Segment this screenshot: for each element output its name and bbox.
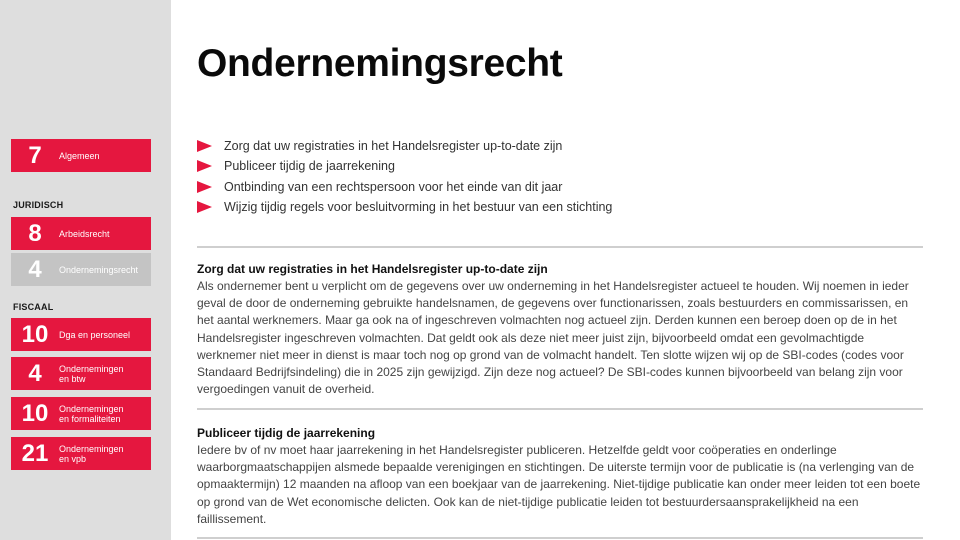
section-heading: Zorg dat uw registraties in het Handelsregister up-to-date zijn: [197, 262, 548, 276]
divider: [197, 537, 923, 539]
nav-number: 10: [21, 320, 49, 348]
summary-bullet-list: [197, 136, 612, 217]
nav-label: Ondernemingen en vpb: [59, 443, 124, 464]
nav-label: Ondernemingen en btw: [59, 363, 124, 384]
section-jaarrekening: [197, 425, 923, 528]
nav-label: Ondernemingsrecht: [59, 264, 139, 275]
section-heading: Publiceer tijdig de jaarrekening: [197, 426, 376, 440]
nav-tile-ondernemingsrecht[interactable]: [11, 253, 151, 286]
divider: [197, 408, 923, 410]
bullet-item: [197, 197, 612, 217]
bullet-item: [197, 136, 612, 156]
triangle-bullet-icon: [197, 160, 212, 172]
section-body: Iedere bv of nv moet haar jaarrekening in het Handelsregister publiceren. Hetzelfde geldt voor coöperaties en onderlinge waarborgmaatschappijen alsmede bepaalde verenigingen en stichtingen. De uiterste termijn voor de publicatie is (na verlenging van de opmaaktermijn) 12 maanden na afloop van een boekjaar van de jaarrekening. Niet-tijdige publicatie kan onder meer leiden tot een boete op grond van de Wet economische delicten. Ook kan de niet-tijdige publicatie leiden tot bestuurdersaansprakelijkheid na een faillissement.: [197, 443, 921, 526]
nav-tile-ondernemingen-en-btw[interactable]: [11, 357, 151, 390]
nav-label: Ondernemingen en formaliteiten: [59, 403, 124, 424]
triangle-bullet-icon: [197, 181, 212, 193]
nav-label: Arbeidsrecht: [59, 228, 110, 239]
nav-tile-arbeidsrecht[interactable]: [11, 217, 151, 250]
nav-tile-ondernemingen-en-formaliteiten[interactable]: [11, 397, 151, 430]
page-title: Ondernemingsrecht: [197, 42, 563, 85]
bullet-item: [197, 156, 612, 176]
section-heading-juridisch: JURIDISCH: [13, 200, 64, 210]
nav-number: 21: [21, 439, 49, 467]
bullet-text: Wijzig tijdig regels voor besluitvorming in het bestuur van een stichting: [224, 200, 613, 215]
bullet-text: Zorg dat uw registraties in het Handelsregister up-to-date zijn: [224, 139, 563, 154]
nav-tile-ondernemingen-en-vpb[interactable]: [11, 437, 151, 470]
triangle-bullet-icon: [197, 201, 212, 213]
nav-label: Algemeen: [59, 150, 100, 161]
bullet-text: Publiceer tijdig de jaarrekening: [224, 159, 395, 174]
nav-number: 7: [28, 141, 42, 169]
nav-tile-algemeen[interactable]: [11, 139, 151, 172]
nav-tile-dga-en-personeel[interactable]: [11, 318, 151, 351]
divider: [197, 246, 923, 248]
section-heading-fiscaal: FISCAAL: [13, 302, 54, 312]
nav-number: 4: [28, 255, 42, 283]
nav-label: Dga en personeel: [59, 329, 131, 340]
section-handelsregister: [197, 261, 923, 398]
triangle-bullet-icon: [197, 140, 212, 152]
bullet-text: Ontbinding van een rechtspersoon voor het einde van dit jaar: [224, 179, 563, 194]
nav-number: 4: [28, 359, 42, 387]
nav-number: 10: [21, 399, 49, 427]
sidebar: [0, 0, 171, 540]
bullet-item: [197, 177, 612, 197]
section-body: Als ondernemer bent u verplicht om de gegevens over uw onderneming in het Handelsregister actueel te houden. Wij noemen in ieder geval de door de onderneming gebruikte handelsnamen, de gegevens over functionarissen, zoals bestuurders en commissarissen, en het aantal werknemers. Maar ga ook na of ingeschreven volmachten nog actueel zijn. Derden kunnen een beroep doen op de in het Handelsregister ingeschreven volmachten. Dat geldt ook als deze niet meer juist zijn, bijvoorbeeld omdat een gevolmachtigde werknemer niet meer in dienst is maar toch nog op grond van de volmacht handelt. Ten slotte wijzen wij op de SBI-codes (codes voor Standaard Bedrijfsindeling) die in 2025 zijn gewijzigd. Zijn deze nog actueel? De SBI-codes kunnen bijvoorbeeld van belang zijn voor vergoedingen vanuit de overheid.: [197, 279, 909, 397]
nav-number: 8: [28, 219, 42, 247]
